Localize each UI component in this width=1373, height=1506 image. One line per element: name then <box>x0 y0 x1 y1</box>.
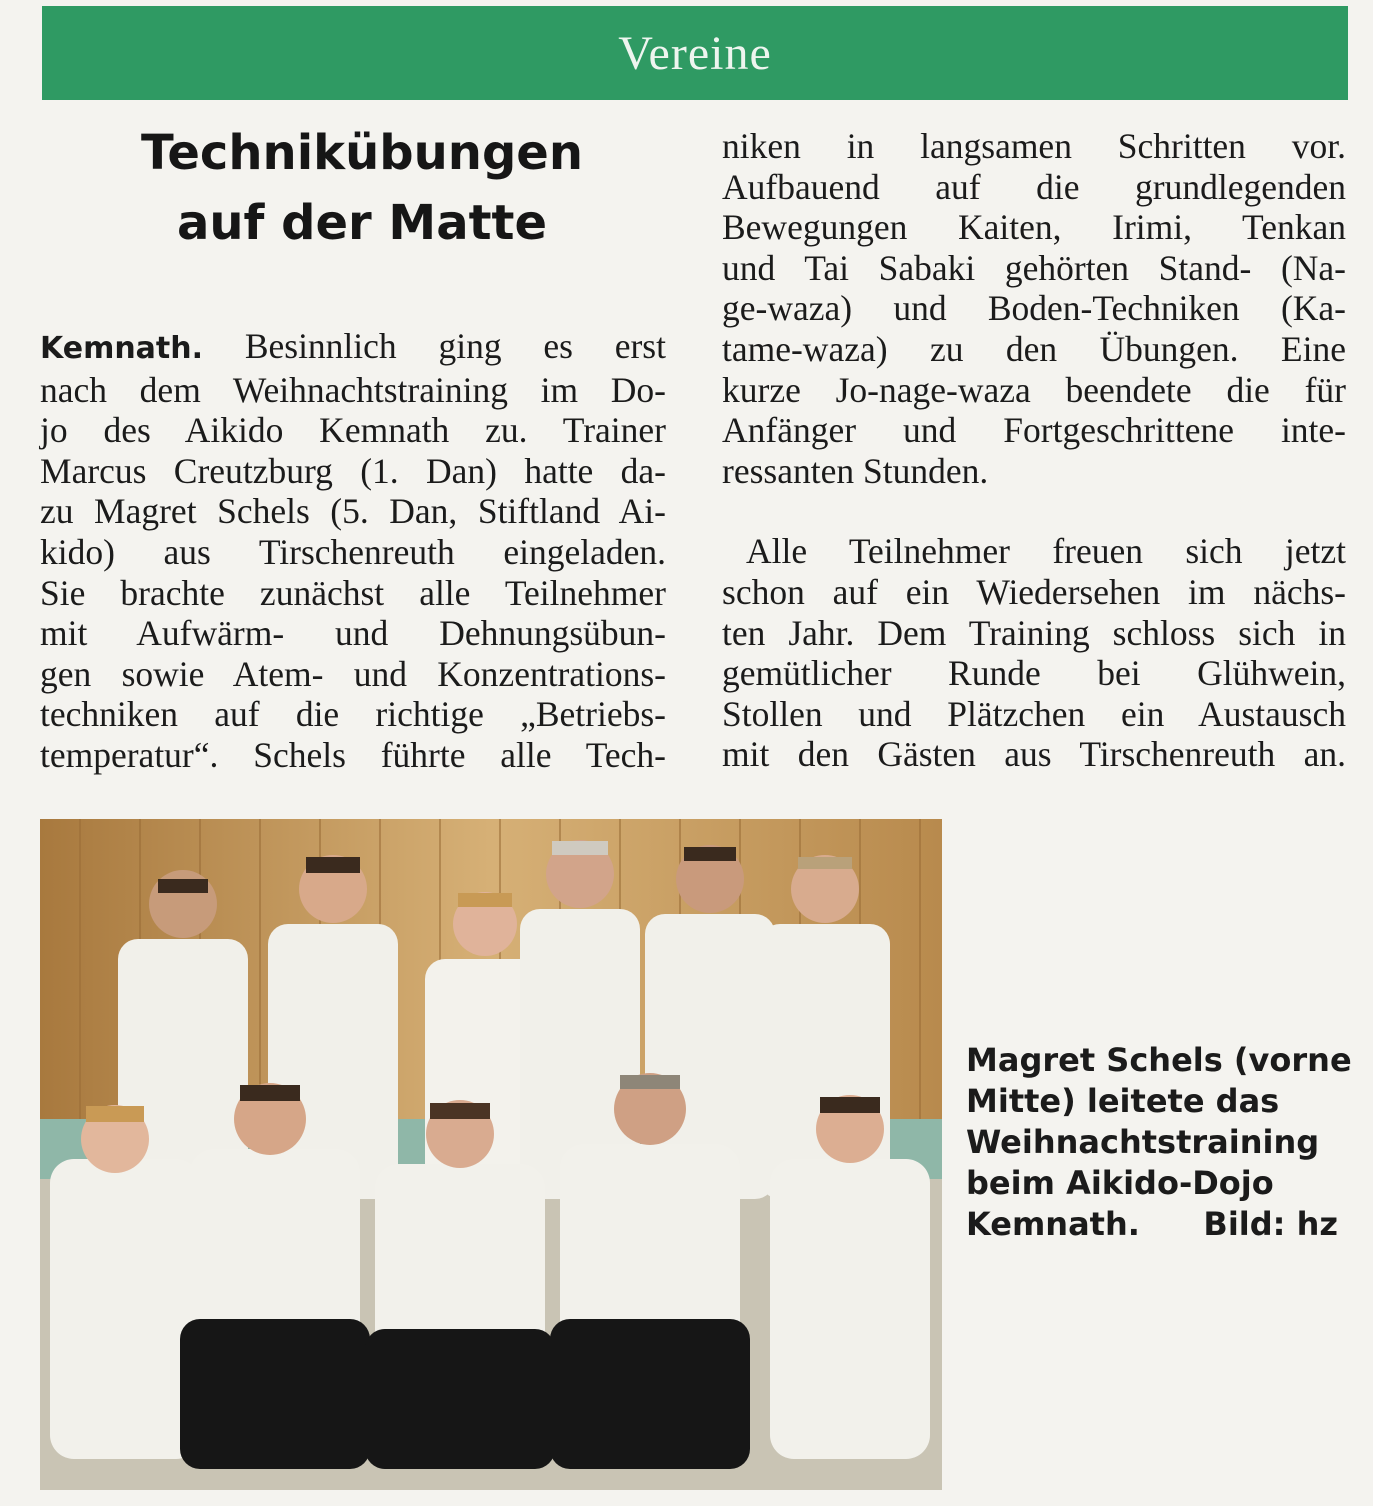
dateline: Kemnath. <box>40 331 204 366</box>
group-photo <box>40 819 942 1490</box>
body-line: nach dem Weihnachtstraining im Do- <box>40 369 666 410</box>
body-line: Besinnlich ging es erst <box>203 326 666 366</box>
photo-caption <box>966 1040 1352 1245</box>
body-line: ge-waza) und Boden-Techniken (Ka- <box>722 288 1346 329</box>
section-title: Vereine <box>618 26 772 80</box>
body-line: gemütlicher Runde bei Glühwein, <box>722 653 1346 694</box>
body-line: temperatur“. Schels führte alle Tech- <box>40 734 666 775</box>
body-line: Alle Teilnehmer freuen sich jetzt <box>746 531 1346 572</box>
body-line: tame-waza) zu den Übungen. Eine <box>722 328 1346 369</box>
article-column-right <box>722 126 1346 775</box>
body-line: mit den Gästen aus Tirschenreuth an. <box>722 734 1346 775</box>
body-line: ten Jahr. Dem Training schloss sich in <box>722 612 1346 653</box>
body-line: Marcus Creutzburg (1. Dan) hatte da- <box>40 450 666 491</box>
body-line: mit Aufwärm- und Dehnungsübun- <box>40 613 666 654</box>
group-photo-illustration <box>40 819 942 1490</box>
body-line: zu Magret Schels (5. Dan, Stiftland Ai- <box>40 491 666 532</box>
photo-credit: Bild: hz <box>1203 1205 1338 1243</box>
article-headline <box>42 118 682 258</box>
body-line: kido) aus Tirschenreuth eingeladen. <box>40 531 666 572</box>
body-line: techniken auf die richtige „Betriebs- <box>40 694 666 735</box>
caption-line: Kemnath. <box>966 1205 1140 1243</box>
headline-line-2: auf der Matte <box>176 195 548 251</box>
caption-line: Magret Schels (vorne <box>966 1041 1352 1079</box>
body-line: schon auf ein Wiedersehen im nächs- <box>722 571 1346 612</box>
body-line: ressanten Stunden. <box>722 450 989 491</box>
body-line: niken in langsamen Schritten vor. <box>722 126 1346 166</box>
caption-line: beim Aikido-Dojo <box>966 1164 1274 1202</box>
body-line: Stollen und Plätzchen ein Austausch <box>722 693 1346 734</box>
caption-line: Mitte) leitete das <box>966 1082 1280 1120</box>
body-line: jo des Aikido Kemnath zu. Trainer <box>40 410 666 451</box>
section-banner <box>42 6 1348 100</box>
body-line: und Tai Sabaki gehörten Stand- (Na- <box>722 247 1346 288</box>
caption-line: Weihnachtstraining <box>966 1123 1320 1161</box>
body-line: Aufbauend auf die grundlegenden <box>722 166 1346 207</box>
body-line: gen sowie Atem- und Konzentrations- <box>40 653 666 694</box>
headline-line-1: Technikübungen <box>140 125 584 181</box>
body-line: kurze Jo-nage-waza beendete die für <box>722 369 1346 410</box>
body-line: Anfänger und Fortgeschrittene inte- <box>722 410 1346 451</box>
body-line: Sie brachte zunächst alle Teilnehmer <box>40 572 666 613</box>
caption-last-row <box>966 1204 1338 1245</box>
first-line <box>40 326 666 370</box>
body-line: Bewegungen Kaiten, Irimi, Tenkan <box>722 207 1346 248</box>
paragraph-gap <box>722 491 1346 531</box>
article-column-left <box>40 326 666 776</box>
